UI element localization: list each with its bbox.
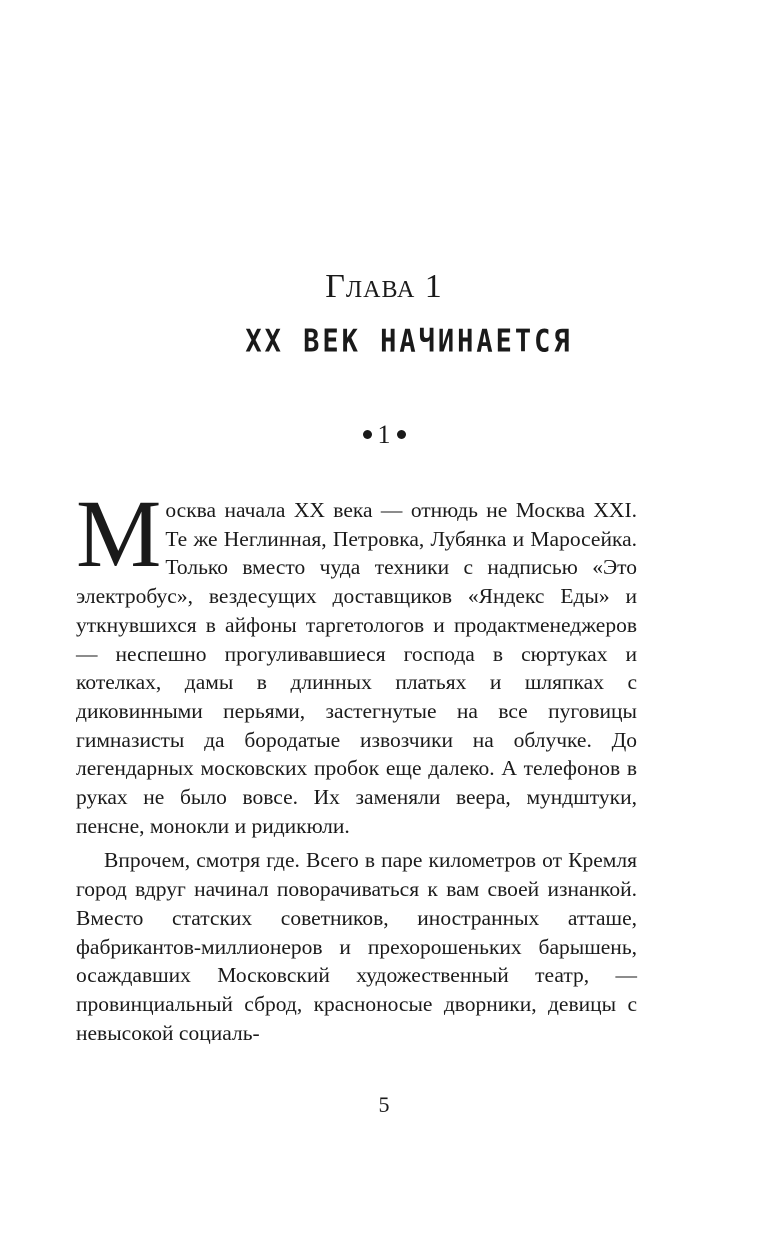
chapter-title: Глава 1: [325, 268, 443, 305]
paragraph-1: [76, 480, 637, 840]
paragraph-1-text: осква начала ХХ века — отнюдь не Москва XXI. Те же Неглинная, Петровка, Лубянка и Маросейка. Только вместо чуда техники с надписью «Это электробус», вездесущих доставщиков «Яндекс Еды» и уткнувшихся в айфоны таргетологов и продактменеджеров — неспешно прогуливавшиеся господа в сюртуках и котелках, дамы в длинных платьях и шляпках с диковинными перьями, застегнутые на все пуговицы гимназисты да бородатые извозчики на облучке. До легендарных московских пробок еще далеко. А телефонов в руках не было вовсе. Их заменяли веера, мундштуки, пенсне, монокли и ридикюли.: [76, 498, 637, 838]
drop-cap: М: [76, 480, 162, 587]
section-number: 1: [377, 420, 391, 449]
bullet-dot-right: [397, 430, 406, 439]
body-text: [76, 480, 637, 1047]
section-marker: [0, 420, 768, 450]
chapter-subtitle: ХХ ВЕК НАЧИНАЕТСЯ: [245, 323, 573, 360]
page-number: 5: [378, 1092, 390, 1117]
bullet-dot-left: [363, 430, 372, 439]
paragraph-2: Впрочем, смотря где. Всего в паре километров от Кремля город вдруг начинал поворачиваться к вам своей изнанкой. Вместо статских советников, иностранных атташе, фабрикантов-миллионеров и прехорошеньких барышень, осаждавших Московский художественный театр, — провинциальный сброд, красноносые дворники, девицы с невысокой социаль-: [76, 848, 637, 1045]
